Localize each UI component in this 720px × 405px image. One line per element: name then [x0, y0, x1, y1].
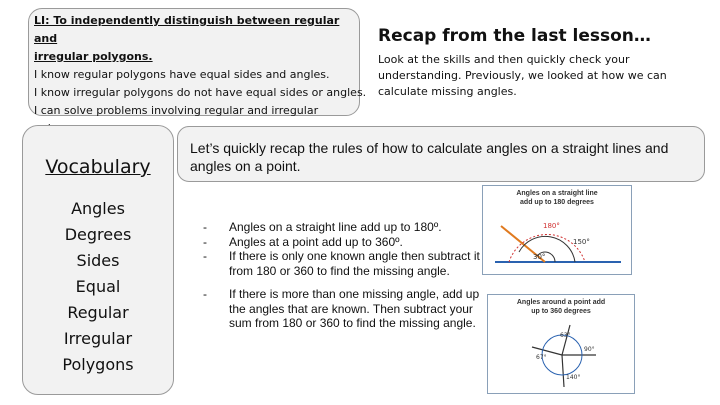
learning-statement: I know regular polygons have equal sides and angles. — [34, 68, 330, 81]
vocabulary-word: Sides — [76, 251, 120, 270]
rule-item: - If there is only one known angle then subtract it from 180 or 360 to find the missing angle. — [200, 249, 480, 278]
label-150: 150° — [573, 238, 590, 246]
vocabulary-word: Polygons — [62, 355, 134, 374]
rules-list — [200, 220, 480, 340]
straight-line-figure — [483, 186, 631, 274]
point-figure — [488, 295, 634, 393]
large-angle-arc — [519, 236, 575, 262]
straight-line-title-line2: add up to 180 degrees — [520, 199, 594, 206]
learning-intention-box — [28, 8, 367, 117]
point-title-line1: Angles around a point add — [516, 299, 606, 306]
rule-item: - Angles on a straight line add up to 180º. — [200, 220, 480, 235]
label-180: 180° — [543, 222, 560, 230]
rule-item: - Angles at a point add up to 360º. — [200, 235, 480, 250]
rule-item: - If there is more than one missing angle, add up the angles that are known. Then subtract your sum from 180 or 360 to find the missing angle. — [200, 287, 480, 331]
label-63: 63° — [560, 332, 571, 339]
quick-recap-text: Let’s quickly recap the rules of how to calculate angles on a straight lines and angles on a point. — [190, 140, 669, 174]
label-30: 30° — [533, 253, 546, 261]
vocabulary-word: Angles — [71, 199, 125, 218]
vocabulary-list — [23, 196, 173, 378]
label-67: 67° — [536, 354, 547, 361]
vocabulary-box — [22, 125, 174, 395]
vocabulary-word: Regular — [67, 303, 129, 322]
ray-down — [562, 355, 564, 387]
point-title-line2: up to 360 degrees — [531, 308, 591, 315]
recap-title: Recap from the last lesson… — [378, 26, 651, 46]
recap-text: Look at the skills and then quickly check your understanding. Previously, we looked at how we can calculate missing angles. — [378, 53, 667, 98]
learning-intention-title-line1: LI: To independently distinguish between regular and — [34, 14, 340, 45]
vocabulary-word: Irregular — [63, 329, 133, 348]
vocabulary-title: Vocabulary — [45, 156, 151, 178]
ray-up — [562, 325, 570, 355]
learning-statement: I can solve problems involving regular and irregular — [34, 104, 319, 117]
vocabulary-word: Equal — [75, 277, 121, 296]
point-angle-diagram — [487, 294, 635, 394]
learning-statement: I know irregular polygons do not have equal sides or angles. — [34, 86, 367, 99]
straight-line-title-line1: Angles on a straight line — [516, 190, 598, 197]
quick-recap-box — [177, 126, 705, 182]
vocabulary-word: Degrees — [64, 225, 132, 244]
label-90: 90° — [584, 346, 595, 353]
straight-line-angle-diagram — [482, 185, 632, 275]
label-140: 140° — [566, 374, 581, 381]
learning-intention-title-line2: irregular polygons. — [34, 50, 153, 63]
